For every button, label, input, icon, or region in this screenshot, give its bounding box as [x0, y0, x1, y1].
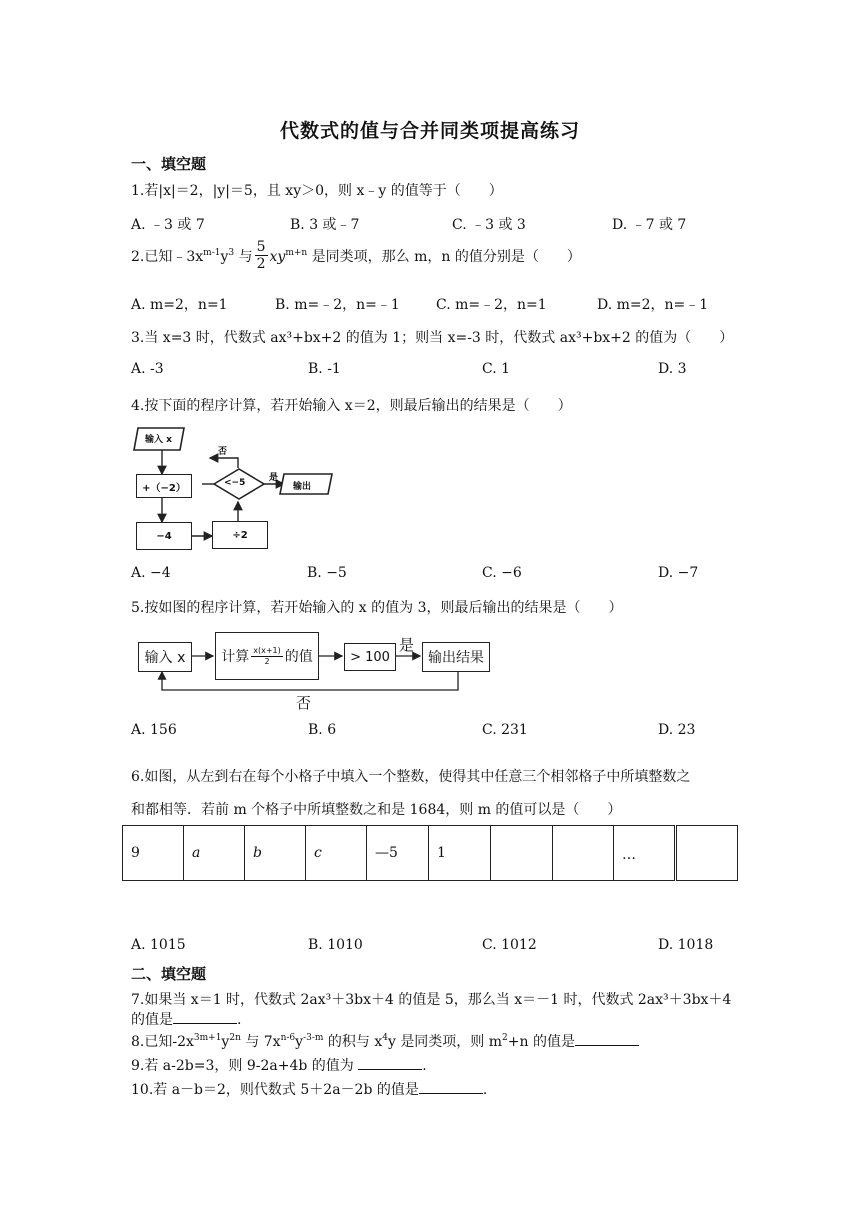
q1-option-d[interactable]: D. ﹣7 或 7 [612, 217, 687, 233]
question-9: 9.若 a-2b=3，则 9-2a+4b 的值为 . [131, 1058, 427, 1074]
q4-option-b[interactable]: B. −5 [307, 565, 347, 581]
q2-option-a[interactable]: A. m=2，n=1 [131, 297, 228, 313]
grid-cell-last [676, 825, 738, 881]
q6-option-b[interactable]: B. 1010 [308, 937, 363, 953]
page-title: 代数式的值与合并同类项提高练习 [279, 120, 580, 142]
q3-option-a[interactable]: A. -3 [131, 361, 164, 377]
question-7-line-2: 的值是 . [131, 1012, 242, 1028]
answer-blank[interactable] [173, 1011, 237, 1024]
q1-option-b[interactable]: B. 3 或﹣7 [290, 217, 360, 233]
question-4: 4.按下面的程序计算，若开始输入 x＝2，则最后输出的结果是（ ） [131, 398, 572, 414]
flow2-no-label: 否 [296, 694, 312, 712]
flow2-calc-suffix: 的值 [284, 649, 313, 665]
q2-option-c[interactable]: C. m=﹣2，n=1 [436, 297, 547, 313]
flow2-yes-label: 是 [399, 636, 415, 654]
question-8: 8.已知$-2x^{3m+1}y^{2n}$ 与 $7x^{n-6}y^{-3-m}$ 的积与 $x^4y$ 是同类项，则 $m^2+n$ 的值是 [131, 1031, 639, 1051]
flow2-calc-prefix: 计算 [221, 649, 250, 665]
flowchart-2 [136, 630, 496, 710]
grid-cell: a [183, 825, 245, 881]
section-heading-2: 二、填空题 [131, 965, 207, 983]
question-7-line-1: 7.如果当 x＝1 时，代数式 2ax³＋3bx＋4 的值是 5，那么当 x＝－1 时，代数式 2ax³＋3bx＋4 [131, 992, 732, 1008]
q5-option-d[interactable]: D. 23 [658, 722, 696, 738]
question-5: 5.按如图的程序计算，若开始输入的 x 的值为 3，则最后输出的结果是（ ） [131, 600, 623, 616]
question-10: 10.若 a－b＝2，则代数式 5＋2a－2b 的值是 . [131, 1082, 488, 1098]
flow1-output: 输出 [293, 482, 312, 492]
question-1: 1.若|x|＝2，|y|＝5，且 xy＞0，则 x﹣y 的值等于（ ） [131, 183, 503, 199]
section-heading-1: 一、填空题 [131, 155, 207, 173]
grid-cell [490, 825, 553, 881]
grid-cell [552, 825, 614, 881]
flow1-add-box: +（−2） [136, 474, 192, 498]
flow1-no-label: 否 [218, 447, 228, 457]
question-3: 3.当 x=3 时，代数式 ax³+bx+2 的值为 1；则当 x=-3 时，代数式 ax³+bx+2 的值为（ ） [131, 330, 734, 346]
answer-blank[interactable] [419, 1081, 483, 1094]
flow2-condition-box: > 100 [344, 643, 396, 671]
grid-cell: c [305, 825, 367, 881]
q1-option-c[interactable]: C. ﹣3 或 3 [452, 217, 526, 233]
q5-option-b[interactable]: B. 6 [308, 722, 337, 738]
q6-option-c[interactable]: C. 1012 [482, 937, 537, 953]
grid-ellipsis: … [622, 847, 636, 863]
answer-blank[interactable] [358, 1057, 422, 1070]
flow1-input: 输入 x [145, 435, 172, 445]
q3-option-d[interactable]: D. 3 [658, 361, 687, 377]
flow1-condition: <−5 [224, 478, 246, 488]
q4-option-a[interactable]: A. −4 [131, 565, 171, 581]
question-2: 2.已知$﹣3x^{m-1}y^3$ 与 $\frac{5}{2}$ $xy^{m+n}$ 是同类项，那么 m，n 的值分别是（ ） [131, 239, 581, 272]
grid-cell: 1 [428, 825, 491, 881]
grid-cell: —5 [366, 825, 429, 881]
flow2-output-box: 输出结果 [422, 642, 490, 672]
q5-option-a[interactable]: A. 156 [131, 722, 177, 738]
answer-blank[interactable] [575, 1033, 639, 1046]
q3-option-b[interactable]: B. -1 [308, 361, 341, 377]
flowchart-1 [132, 418, 352, 554]
q2-option-d[interactable]: D. m=2，n=﹣1 [597, 297, 709, 313]
q5-option-c[interactable]: C. 231 [482, 722, 528, 738]
q4-option-d[interactable]: D. −7 [658, 565, 699, 581]
flow2-calc-fraction: $\frac{x(x+1)}{2}$ [253, 645, 281, 666]
flow2-calc-box [215, 632, 319, 680]
q4-option-c[interactable]: C. −6 [482, 565, 522, 581]
flow2-input-box: 输入 x [138, 642, 192, 672]
q6-option-a[interactable]: A. 1015 [131, 937, 186, 953]
grid-cell: 9 [122, 825, 184, 881]
flow1-yes-label: 是 [269, 473, 279, 483]
q6-option-d[interactable]: D. 1018 [658, 937, 714, 953]
flow1-divide-box: ÷2 [212, 521, 268, 549]
grid-cell: b [244, 825, 306, 881]
question-6-line-1: 6.如图，从左到右在每个小格子中填入一个整数，使得其中任意三个相邻格子中所填整数之 [131, 769, 691, 785]
q2-option-b[interactable]: B. m=﹣2，n=﹣1 [275, 297, 400, 313]
flow1-subtract-box: −4 [136, 522, 192, 550]
question-6-line-2: 和都相等．若前 m 个格子中所填整数之和是 1684，则 m 的值可以是（ ） [131, 802, 622, 818]
q1-option-a[interactable]: A. ﹣3 或 7 [131, 217, 205, 233]
q3-option-c[interactable]: C. 1 [482, 361, 511, 377]
